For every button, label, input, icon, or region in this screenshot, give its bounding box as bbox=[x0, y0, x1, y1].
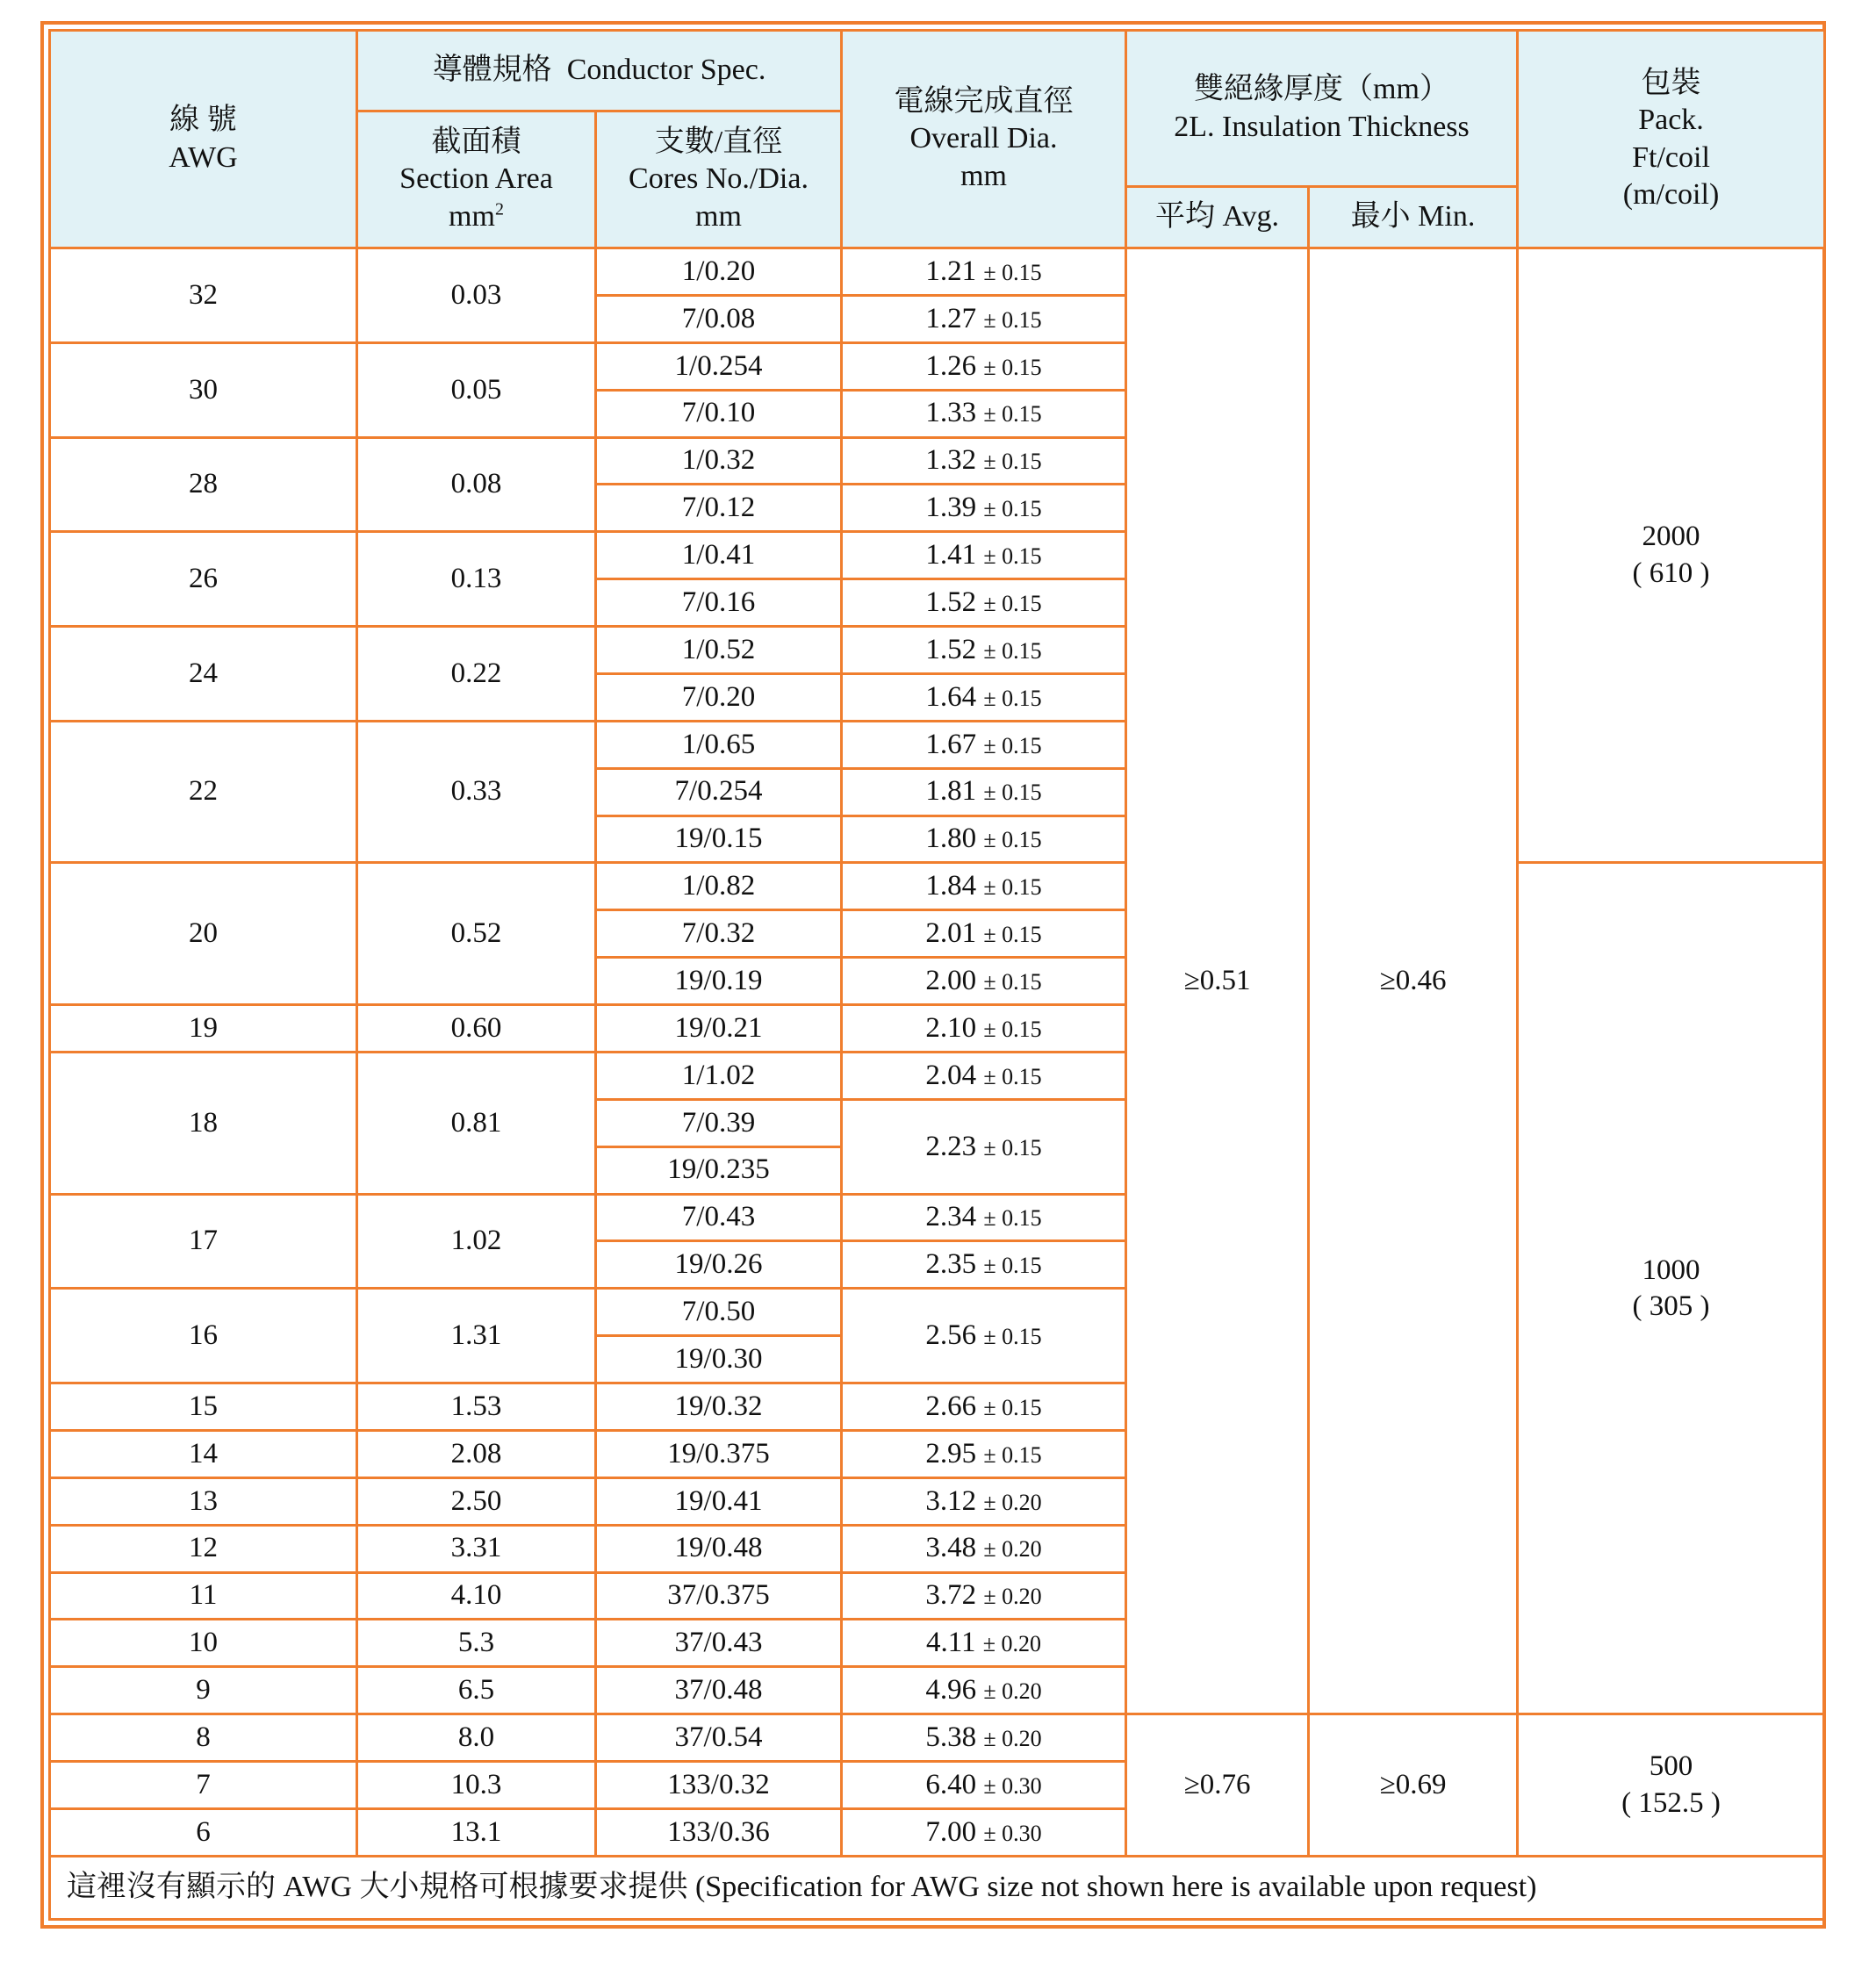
overall-dia-cell bbox=[842, 673, 1126, 721]
section-area-cell: 13.1 bbox=[357, 1808, 596, 1856]
header-cores: 支數/直徑 Cores No./Dia. mm bbox=[596, 111, 842, 248]
section-area-cell: 0.08 bbox=[357, 437, 596, 532]
dia-value: 1.21 bbox=[925, 255, 977, 287]
dia-tolerance: ± 0.15 bbox=[983, 780, 1042, 806]
dia-value: 1.39 bbox=[925, 492, 977, 524]
dia-tolerance: ± 0.30 bbox=[983, 1772, 1042, 1799]
dia-tolerance: ± 0.15 bbox=[983, 1205, 1042, 1232]
table-header bbox=[50, 31, 1825, 248]
awg-cell: 6 bbox=[50, 1808, 357, 1856]
overall-dia-cell bbox=[842, 1808, 1126, 1856]
insulation-avg-cell: ≥0.51 bbox=[1126, 248, 1309, 1714]
cores-cell: 19/0.41 bbox=[596, 1477, 842, 1525]
cores-cell: 19/0.15 bbox=[596, 816, 842, 863]
section-area-cell: 10.3 bbox=[357, 1762, 596, 1809]
dia-tolerance: ± 0.15 bbox=[983, 1134, 1042, 1160]
awg-cell: 7 bbox=[50, 1762, 357, 1809]
overall-dia-cell bbox=[842, 1005, 1126, 1053]
pack-m: ( 610 ) bbox=[1632, 557, 1710, 589]
overall-dia-cell bbox=[842, 627, 1126, 674]
overall-dia-cell bbox=[842, 1714, 1126, 1762]
overall-dia-cell bbox=[842, 1762, 1126, 1809]
dia-value: 2.66 bbox=[925, 1390, 977, 1422]
cores-cell: 7/0.50 bbox=[596, 1289, 842, 1336]
awg-cell: 8 bbox=[50, 1714, 357, 1762]
table-row bbox=[50, 248, 1825, 296]
awg-cell: 14 bbox=[50, 1430, 357, 1477]
overall-dia-cell bbox=[842, 342, 1126, 390]
awg-cell: 18 bbox=[50, 1052, 357, 1194]
pack-m: ( 305 ) bbox=[1632, 1290, 1710, 1322]
pack-ft: 1000 bbox=[1642, 1254, 1700, 1286]
cores-cell: 7/0.43 bbox=[596, 1194, 842, 1241]
cores-cell: 7/0.10 bbox=[596, 390, 842, 437]
cores-cell: 37/0.43 bbox=[596, 1620, 842, 1667]
cores-cell: 19/0.235 bbox=[596, 1146, 842, 1194]
dia-value: 2.23 bbox=[925, 1130, 977, 1162]
cores-cell: 19/0.30 bbox=[596, 1336, 842, 1383]
dia-value: 2.56 bbox=[925, 1319, 977, 1351]
cores-cell: 133/0.32 bbox=[596, 1762, 842, 1809]
dia-tolerance: ± 0.15 bbox=[983, 685, 1042, 711]
dia-value: 1.26 bbox=[925, 349, 977, 382]
cores-cell: 19/0.19 bbox=[596, 958, 842, 1005]
cores-cell: 1/0.20 bbox=[596, 248, 842, 296]
awg-cell: 32 bbox=[50, 248, 357, 343]
dia-tolerance: ± 0.15 bbox=[983, 1253, 1042, 1279]
cores-cell: 19/0.21 bbox=[596, 1005, 842, 1053]
dia-tolerance: ± 0.20 bbox=[983, 1584, 1042, 1610]
overall-dia-cell bbox=[842, 1430, 1126, 1477]
section-area-cell: 1.53 bbox=[357, 1383, 596, 1431]
cores-cell: 1/0.52 bbox=[596, 627, 842, 674]
dia-tolerance: ± 0.15 bbox=[983, 732, 1042, 758]
dia-value: 2.01 bbox=[925, 917, 977, 950]
section-area-cell: 8.0 bbox=[357, 1714, 596, 1762]
overall-dia-cell bbox=[842, 1241, 1126, 1289]
dia-value: 1.81 bbox=[925, 775, 977, 808]
spec-table-frame bbox=[40, 21, 1826, 1929]
overall-dia-cell bbox=[842, 816, 1126, 863]
table-row bbox=[50, 1714, 1825, 1762]
header-section-area: 截面積 Section Area $mm^2$ bbox=[357, 111, 596, 248]
dia-tolerance: ± 0.20 bbox=[983, 1536, 1042, 1563]
dia-tolerance: ± 0.15 bbox=[983, 637, 1042, 664]
dia-tolerance: ± 0.20 bbox=[983, 1489, 1042, 1515]
dia-value: 1.80 bbox=[925, 823, 977, 855]
header-awg: 線 號 AWG bbox=[50, 31, 357, 248]
cores-cell: 7/0.39 bbox=[596, 1099, 842, 1146]
overall-dia-cell bbox=[842, 485, 1126, 532]
overall-dia-cell bbox=[842, 1289, 1126, 1383]
header-min: 最小 Min. bbox=[1309, 187, 1518, 248]
overall-dia-cell bbox=[842, 1620, 1126, 1667]
cores-cell: 19/0.32 bbox=[596, 1383, 842, 1431]
awg-cell: 12 bbox=[50, 1525, 357, 1572]
section-area-cell: 0.03 bbox=[357, 248, 596, 343]
dia-value: 1.64 bbox=[925, 680, 977, 713]
awg-cell: 15 bbox=[50, 1383, 357, 1431]
awg-cell: 19 bbox=[50, 1005, 357, 1053]
dia-value: 1.41 bbox=[925, 539, 977, 571]
section-area-cell: 0.52 bbox=[357, 863, 596, 1005]
pack-cell bbox=[1518, 1714, 1825, 1857]
cores-cell: 1/0.82 bbox=[596, 863, 842, 910]
overall-dia-cell bbox=[842, 532, 1126, 579]
dia-value: 1.52 bbox=[925, 633, 977, 665]
pack-ft: 2000 bbox=[1642, 521, 1700, 553]
overall-dia-cell bbox=[842, 1099, 1126, 1194]
cores-cell: 7/0.32 bbox=[596, 910, 842, 958]
section-area-cell: 0.13 bbox=[357, 532, 596, 627]
dia-value: 3.48 bbox=[925, 1532, 977, 1564]
overall-dia-cell bbox=[842, 1383, 1126, 1431]
dia-value: 2.35 bbox=[925, 1248, 977, 1281]
section-area-cell: 6.5 bbox=[357, 1667, 596, 1714]
cores-cell: 37/0.48 bbox=[596, 1667, 842, 1714]
header-overall-dia: 電線完成直徑 Overall Dia. mm bbox=[842, 31, 1126, 248]
dia-value: 2.10 bbox=[925, 1011, 977, 1044]
cores-cell: 1/0.254 bbox=[596, 342, 842, 390]
dia-value: 3.72 bbox=[925, 1579, 977, 1612]
insulation-min-cell: ≥0.46 bbox=[1309, 248, 1518, 1714]
table-row bbox=[50, 863, 1825, 910]
awg-cell: 16 bbox=[50, 1289, 357, 1383]
dia-tolerance: ± 0.15 bbox=[983, 401, 1042, 428]
section-area-cell: 1.31 bbox=[357, 1289, 596, 1383]
dia-value: 6.40 bbox=[925, 1768, 977, 1800]
overall-dia-cell bbox=[842, 863, 1126, 910]
cores-cell: 19/0.26 bbox=[596, 1241, 842, 1289]
section-area-cell: 0.05 bbox=[357, 342, 596, 437]
dia-value: 1.32 bbox=[925, 444, 977, 477]
dia-value: 1.52 bbox=[925, 586, 977, 618]
dia-value: 2.34 bbox=[925, 1201, 977, 1233]
cores-cell: 19/0.375 bbox=[596, 1430, 842, 1477]
cores-cell: 7/0.254 bbox=[596, 768, 842, 816]
overall-dia-cell bbox=[842, 1572, 1126, 1620]
dia-tolerance: ± 0.15 bbox=[983, 590, 1042, 616]
cores-cell: 7/0.12 bbox=[596, 485, 842, 532]
awg-cell: 13 bbox=[50, 1477, 357, 1525]
overall-dia-cell bbox=[842, 1194, 1126, 1241]
dia-value: 1.67 bbox=[925, 728, 977, 760]
cores-cell: 37/0.375 bbox=[596, 1572, 842, 1620]
dia-tolerance: ± 0.15 bbox=[983, 1324, 1042, 1349]
dia-value: 4.11 bbox=[925, 1627, 976, 1659]
pack-cell bbox=[1518, 248, 1825, 863]
cores-cell: 133/0.36 bbox=[596, 1808, 842, 1856]
cores-cell: 7/0.16 bbox=[596, 579, 842, 627]
dia-tolerance: ± 0.15 bbox=[983, 827, 1042, 853]
overall-dia-cell bbox=[842, 721, 1126, 768]
awg-cell: 22 bbox=[50, 721, 357, 863]
cores-cell: 1/0.32 bbox=[596, 437, 842, 485]
awg-cell: 9 bbox=[50, 1667, 357, 1714]
section-area-cell: 0.22 bbox=[357, 627, 596, 722]
overall-dia-cell bbox=[842, 1525, 1126, 1572]
section-area-cell: 0.60 bbox=[357, 1005, 596, 1053]
overall-dia-cell bbox=[842, 295, 1126, 342]
dia-value: 1.27 bbox=[925, 302, 977, 334]
dia-value: 4.96 bbox=[925, 1674, 977, 1707]
pack-cell bbox=[1518, 863, 1825, 1714]
cores-cell: 37/0.54 bbox=[596, 1714, 842, 1762]
awg-cell: 20 bbox=[50, 863, 357, 1005]
dia-tolerance: ± 0.15 bbox=[983, 1441, 1042, 1468]
dia-tolerance: ± 0.20 bbox=[983, 1725, 1042, 1751]
dia-tolerance: ± 0.15 bbox=[983, 543, 1042, 570]
section-area-cell: 0.33 bbox=[357, 721, 596, 863]
dia-tolerance: ± 0.15 bbox=[983, 306, 1042, 333]
header-insulation-thickness: 雙絕緣厚度（mm） 2L. Insulation Thickness bbox=[1126, 31, 1518, 187]
section-area-cell: 5.3 bbox=[357, 1620, 596, 1667]
overall-dia-cell bbox=[842, 248, 1126, 296]
overall-dia-cell bbox=[842, 1667, 1126, 1714]
insulation-avg-cell: ≥0.76 bbox=[1126, 1714, 1309, 1857]
dia-tolerance: ± 0.15 bbox=[983, 259, 1042, 285]
dia-tolerance: ± 0.15 bbox=[983, 1063, 1042, 1089]
cores-cell: 19/0.48 bbox=[596, 1525, 842, 1572]
insulation-min-cell: ≥0.69 bbox=[1309, 1714, 1518, 1857]
overall-dia-cell bbox=[842, 958, 1126, 1005]
awg-cell: 17 bbox=[50, 1194, 357, 1289]
cores-cell: 1/0.41 bbox=[596, 532, 842, 579]
dia-value: 1.33 bbox=[925, 397, 977, 429]
dia-value: 5.38 bbox=[925, 1721, 977, 1753]
pack-ft: 500 bbox=[1649, 1750, 1693, 1783]
cores-cell: 1/1.02 bbox=[596, 1052, 842, 1099]
overall-dia-cell bbox=[842, 390, 1126, 437]
pack-m: ( 152.5 ) bbox=[1621, 1786, 1721, 1819]
header-pack: 包裝 Pack. Ft/coil (m/coil) bbox=[1518, 31, 1825, 248]
overall-dia-cell bbox=[842, 1052, 1126, 1099]
dia-tolerance: ± 0.15 bbox=[983, 922, 1042, 948]
overall-dia-cell bbox=[842, 1477, 1126, 1525]
dia-value: 7.00 bbox=[925, 1815, 977, 1848]
table-body bbox=[50, 248, 1825, 1857]
section-area-cell: 4.10 bbox=[357, 1572, 596, 1620]
cores-cell: 1/0.65 bbox=[596, 721, 842, 768]
dia-value: 3.12 bbox=[925, 1484, 977, 1517]
dia-tolerance: ± 0.15 bbox=[983, 354, 1042, 380]
dia-tolerance: ± 0.15 bbox=[983, 874, 1042, 901]
header-avg: 平均 Avg. bbox=[1126, 187, 1309, 248]
overall-dia-cell bbox=[842, 910, 1126, 958]
awg-cell: 10 bbox=[50, 1620, 357, 1667]
overall-dia-cell bbox=[842, 579, 1126, 627]
dia-tolerance: ± 0.20 bbox=[982, 1631, 1042, 1657]
dia-tolerance: ± 0.15 bbox=[983, 1394, 1042, 1420]
dia-tolerance: ± 0.20 bbox=[983, 1678, 1042, 1705]
section-area-cell: 3.31 bbox=[357, 1525, 596, 1572]
cores-cell: 7/0.20 bbox=[596, 673, 842, 721]
dia-tolerance: ± 0.15 bbox=[983, 968, 1042, 995]
awg-cell: 26 bbox=[50, 532, 357, 627]
section-area-cell: 2.08 bbox=[357, 1430, 596, 1477]
awg-cell: 28 bbox=[50, 437, 357, 532]
dia-value: 1.84 bbox=[925, 870, 977, 902]
dia-value: 2.04 bbox=[925, 1059, 977, 1091]
awg-cell: 30 bbox=[50, 342, 357, 437]
section-area-cell: 2.50 bbox=[357, 1477, 596, 1525]
overall-dia-cell bbox=[842, 437, 1126, 485]
dia-value: 2.00 bbox=[925, 964, 977, 996]
cores-cell: 7/0.08 bbox=[596, 295, 842, 342]
awg-cell: 11 bbox=[50, 1572, 357, 1620]
dia-tolerance: ± 0.15 bbox=[983, 1016, 1042, 1042]
section-area-cell: 0.81 bbox=[357, 1052, 596, 1194]
footer-note: 這裡沒有顯示的 AWG 大小規格可根據要求提供 (Specification for AWG size not shown here is available upon request) bbox=[50, 1857, 1825, 1920]
section-area-cell: 1.02 bbox=[357, 1194, 596, 1289]
awg-spec-table bbox=[48, 29, 1826, 1921]
overall-dia-cell bbox=[842, 768, 1126, 816]
dia-value: 2.95 bbox=[925, 1437, 977, 1469]
dia-tolerance: ± 0.15 bbox=[983, 449, 1042, 475]
dia-tolerance: ± 0.30 bbox=[983, 1820, 1042, 1846]
awg-cell: 24 bbox=[50, 627, 357, 722]
header-conductor-spec: 導體規格 Conductor Spec. bbox=[357, 31, 842, 111]
dia-tolerance: ± 0.15 bbox=[983, 496, 1042, 522]
